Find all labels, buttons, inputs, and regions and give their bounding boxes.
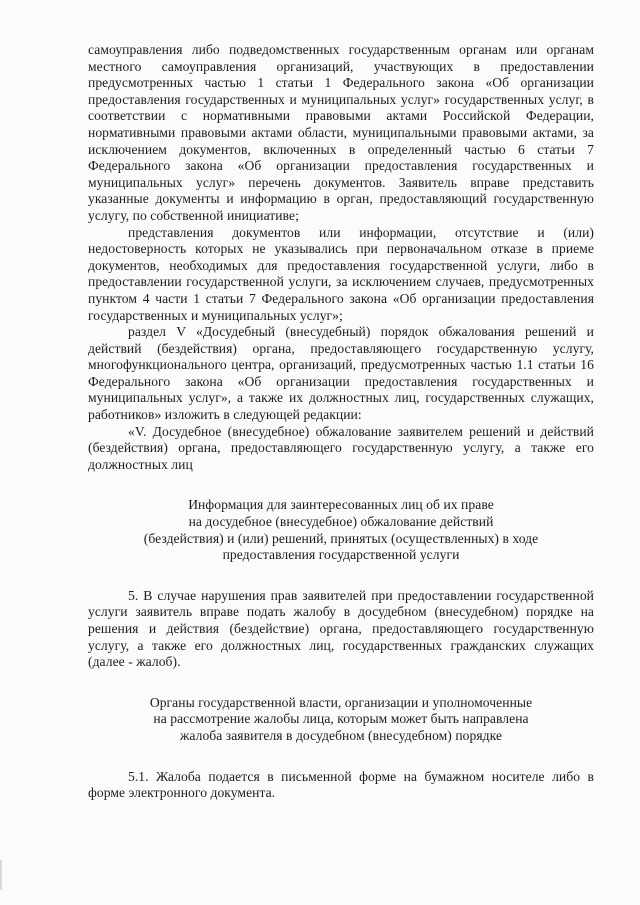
heading-information-line-2: на досудебное (внесудебное) обжалование действий <box>188 514 494 530</box>
heading-information-line-4: предоставления государственной услуги <box>222 547 460 563</box>
paragraph-continuation: самоуправления либо подведомственных государственным органам или органам местного самоуправления организаций, участвующих в предоставлении предусмотренных частью 1 статьи 1 Федерального закона «Об организации предоставления государственных и муниципальных услуг» государственных услуг, в соответствии с нормативными правовыми актами Российской Федерации, нормативными правовыми актами области, муниципальными правовыми актами, за исключением документов, включенных в определенный частью 6 статьи 7 Федерального закона «Об организации предоставления государственных и муниципальных услуг» перечень документов. Заявитель вправе представить указанные документы и информацию в орган, предоставляющий государственную услугу, по собственной инициативе; <box>88 42 594 223</box>
scan-edge-mark <box>0 860 2 890</box>
paragraph-5-1: 5.1. Жалоба подается в письменной форме на бумажном носителе либо в форме электронного документа. <box>88 768 594 801</box>
paragraph-documents: представления документов или информации, отсутствие и (или) недостоверность которых не указывались при первоначальном отказе в приеме документов, необходимых для предоставления государственной услуги, либо в предоставлении государственной услуги, за исключением случаев, предусмотренных пунктом 4 части 1 статьи 7 Федерального закона «Об организации предоставления государственных и муниципальных услуг»; <box>88 224 594 323</box>
paragraph-section-v: раздел V «Досудебный (внесудебный) порядок обжалования решений и действий (бездействия) органа, предоставляющего государственную услугу, многофункционального центра, организаций, предусмотренных частью 1.1 статьи 16 Федерального закона «Об организации предоставления государственных и муниципальных услуг», а также их должностных лиц, государственных служащих, работников» изложить в следующей редакции: <box>88 324 594 423</box>
heading-bodies <box>88 695 594 745</box>
heading-bodies-line-3: жалоба заявителя в досудебном (внесудебном) порядке <box>179 727 503 743</box>
paragraph-5: 5. В случае нарушения прав заявителей при предоставлении государственной услуги заявитель вправе подать жалобу в досудебном (внесудебном) порядке на решения и действия (бездействие) органа, предоставляющего государственную услугу, а также его должностных лиц, государственных гражданских служащих (далее - жалоб). <box>88 587 594 670</box>
heading-information-line-3: (бездействия) и (или) решений, принятых (осуществленных) в ходе <box>143 530 539 546</box>
paragraph-section-title: «V. Досудебное (внесудебное) обжалование заявителем решений и действий (бездействия) органа, предоставляющего государственную услугу, а также его должностных лиц <box>88 423 594 472</box>
heading-bodies-line-2: на рассмотрение жалобы лица, которым может быть направлена <box>153 711 529 727</box>
heading-bodies-line-1: Органы государственной власти, организации и уполномоченные <box>149 694 533 710</box>
document-body <box>88 42 594 802</box>
heading-information-line-1: Информация для заинтересованных лиц об их праве <box>188 497 494 513</box>
heading-information <box>88 497 594 563</box>
